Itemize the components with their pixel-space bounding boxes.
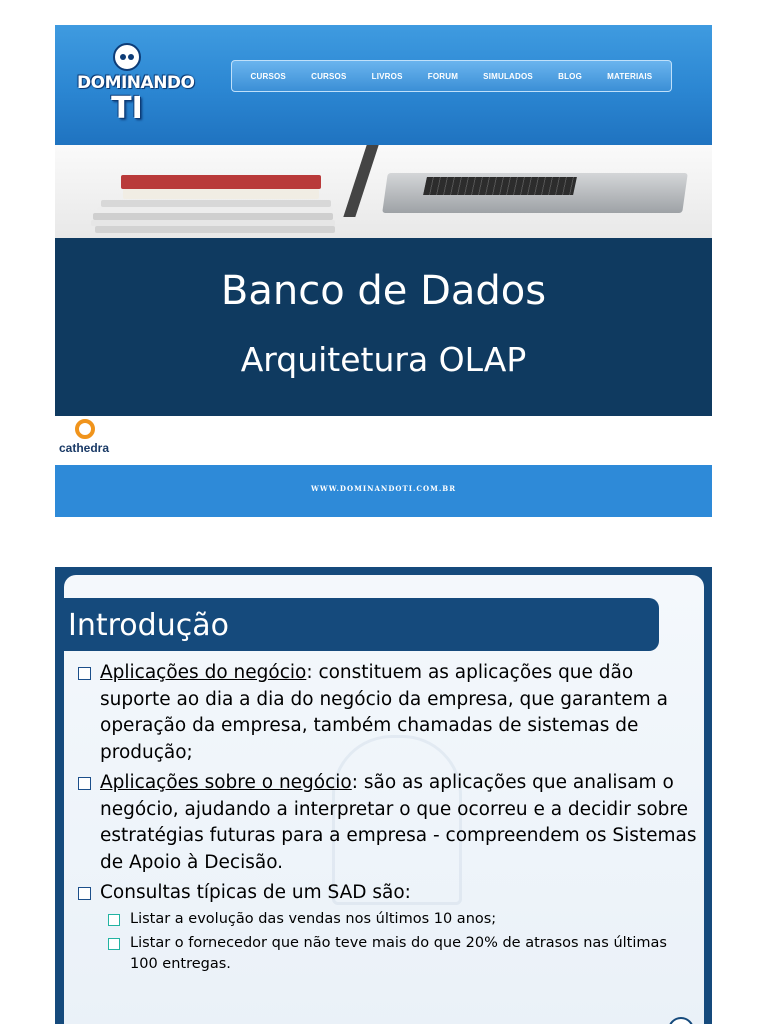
sub-bullet-text: Listar o fornecedor que não teve mais do que 20% de atrasos nas últimas 100 entregas. [130, 934, 667, 972]
bullet-term: Aplicações do negócio [100, 662, 307, 683]
header-banner [55, 25, 712, 145]
cathedra-logo [59, 419, 129, 459]
bullet-text: : são as aplicações que analisam o negócio, ajudando a interpretar o que ocorreu e a decidir sobre estratégias futuras para a empresa - compreendem os Sistemas de Apoio à Decisão. [100, 772, 697, 873]
logo-text-line1: DOMINANDO [77, 73, 195, 93]
slide-content-panel [64, 575, 704, 1024]
top-navigation [231, 60, 672, 92]
intro-slide [55, 567, 712, 1024]
bullet-text: Consultas típicas de um SAD são: [100, 882, 411, 903]
nav-item-forum[interactable]: FORUM [427, 71, 459, 81]
checkbox-bullet-icon [78, 887, 91, 900]
bullet-list [78, 660, 698, 978]
nav-item-cursos[interactable]: CURSOS [250, 71, 286, 81]
title-band [55, 238, 712, 416]
nav-item-materiais[interactable]: MATERIAIS [607, 71, 653, 81]
footer-band [55, 465, 712, 517]
nav-item-simulados[interactable]: SIMULADOS [483, 71, 533, 81]
nav-item-cursos-2[interactable]: CURSOS [311, 71, 347, 81]
dominando-ti-logo[interactable] [77, 41, 195, 129]
sub-bullet-text: Listar a evolução das vendas nos últimos 10 anos; [130, 910, 497, 927]
bullet-term: Aplicações sobre o negócio [100, 772, 352, 793]
heading-bar [64, 598, 659, 651]
sub-list-item [108, 933, 698, 975]
slide-subtitle: Arquitetura OLAP [240, 340, 527, 379]
slide-heading: Introdução [68, 608, 229, 643]
footer-url[interactable]: WWW.DOMINANDOTI.COM.BR [310, 484, 457, 493]
list-item [78, 880, 698, 907]
sub-bullet-list [108, 909, 698, 975]
books-and-laptop-photo [55, 145, 712, 238]
slide-title: Banco de Dados [220, 268, 547, 314]
mascot-icon [113, 43, 141, 71]
sub-list-item [108, 909, 698, 930]
checkbox-bullet-icon [78, 777, 91, 790]
cathedra-logo-text: cathedra [59, 441, 110, 455]
checkbox-subbullet-icon [108, 914, 120, 926]
nav-item-livros[interactable]: LIVROS [371, 71, 403, 81]
bullet-text: : constituem as aplicações que dão suporte ao dia a dia do negócio da empresa, que garantem a operação da empresa, também chamadas de sistemas de produção; [100, 662, 668, 763]
corner-logo-icon [668, 1017, 694, 1024]
list-item [78, 660, 698, 766]
laptop-screen-edge [343, 145, 378, 217]
laptop-keyboard [423, 177, 577, 195]
title-slide [55, 25, 712, 517]
cathedra-ring-icon [75, 419, 95, 439]
books-stack-icon [91, 175, 347, 235]
list-item [78, 770, 698, 876]
checkbox-bullet-icon [78, 667, 91, 680]
nav-item-blog[interactable]: BLOG [558, 71, 583, 81]
checkbox-subbullet-icon [108, 938, 120, 950]
logo-text-line2: TI [111, 91, 143, 126]
